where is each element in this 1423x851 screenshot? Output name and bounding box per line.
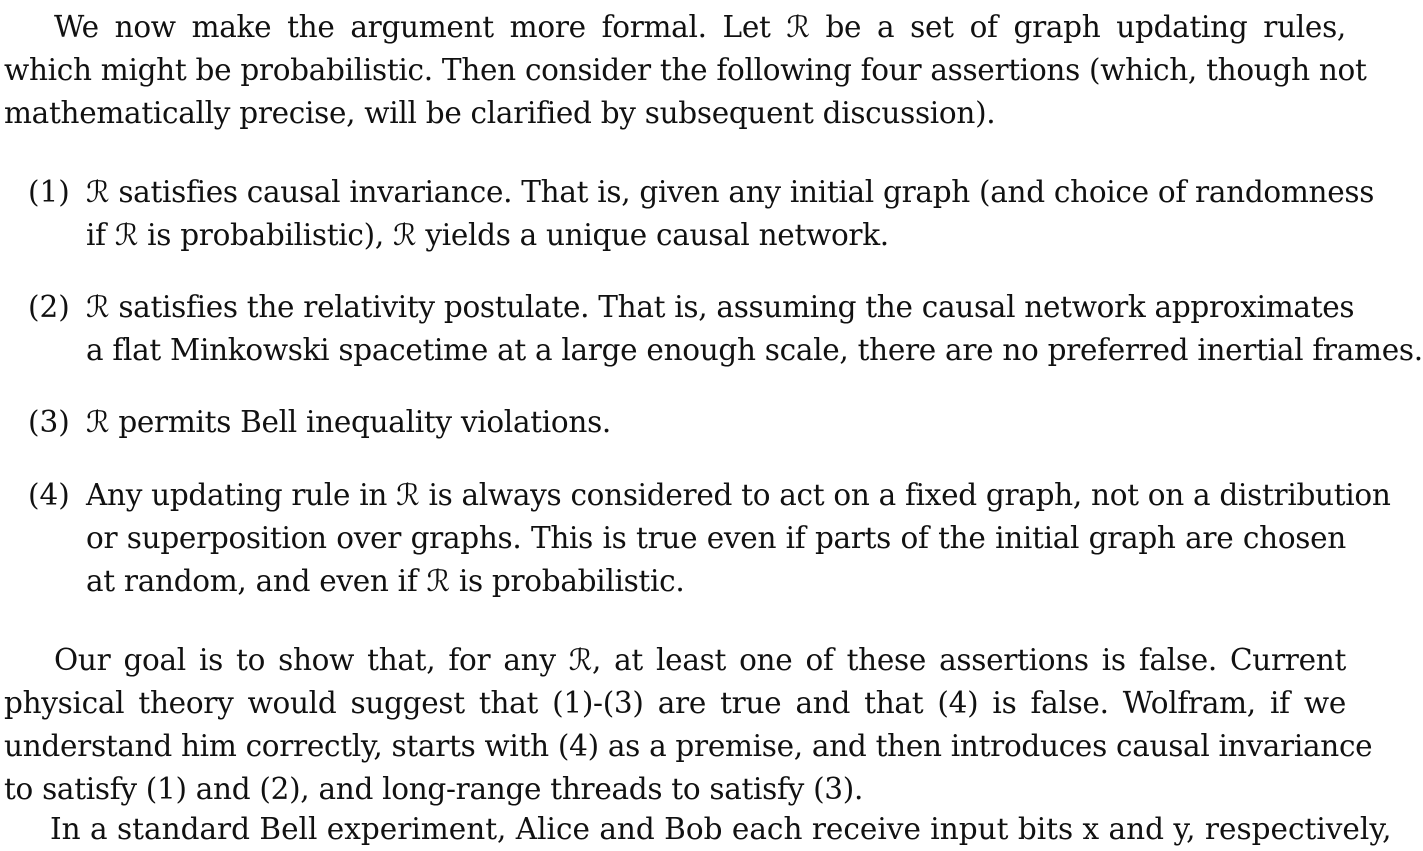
- intro-line-3: mathematically precise, will be clarified by subsequent discussion).: [4, 96, 996, 130]
- goal-line-4: to satisfy (1) and (2), and long-range threads to satisfy (3).: [4, 772, 864, 806]
- cutoff-next-line-text: In a standard Bell experiment, Alice and Bob each receive input bits x and y, respectively,: [50, 812, 1392, 846]
- assertion-3-line-1: ℛ permits Bell inequality violations.: [86, 405, 611, 439]
- assertion-1-line-1: ℛ satisfies causal invariance. That is, given any initial graph (and choice of randomness: [86, 175, 1375, 209]
- goal-line-3: understand him correctly, starts with (4) as a premise, and then introduces causal invariance: [4, 729, 1373, 763]
- assertion-4-line-1: Any updating rule in ℛ is always considered to act on a fixed graph, not on a distribution: [86, 478, 1391, 512]
- assertion-2-line-1: ℛ satisfies the relativity postulate. That is, assuming the causal network approximates: [86, 290, 1355, 324]
- assertion-2-line-2: a flat Minkowski spacetime at a large enough scale, there are no preferred inertial frames.: [86, 333, 1423, 367]
- assertion-4-line-2: or superposition over graphs. This is true even if parts of the initial graph are chosen: [86, 521, 1346, 555]
- assertion-3-number: (3): [28, 405, 70, 439]
- assertion-4-number: (4): [28, 478, 70, 512]
- assertion-1-number: (1): [28, 175, 70, 209]
- goal-line-1: Our goal is to show that, for any ℛ, at least one of these assertions is false. Current: [54, 643, 1346, 677]
- cutoff-next-line: [50, 808, 1392, 846]
- assertion-1-line-2: if ℛ is probabilistic), ℛ yields a unique causal network.: [86, 218, 889, 252]
- goal-line-2: physical theory would suggest that (1)-(3) are true and that (4) is false. Wolfram, if we: [4, 686, 1346, 720]
- assertion-2-number: (2): [28, 290, 70, 324]
- intro-line-1: We now make the argument more formal. Let ℛ be a set of graph updating rules,: [54, 10, 1346, 44]
- assertion-4-line-3: at random, and even if ℛ is probabilistic.: [86, 564, 685, 598]
- intro-line-2: which might be probabilistic. Then consider the following four assertions (which, though not: [4, 53, 1367, 87]
